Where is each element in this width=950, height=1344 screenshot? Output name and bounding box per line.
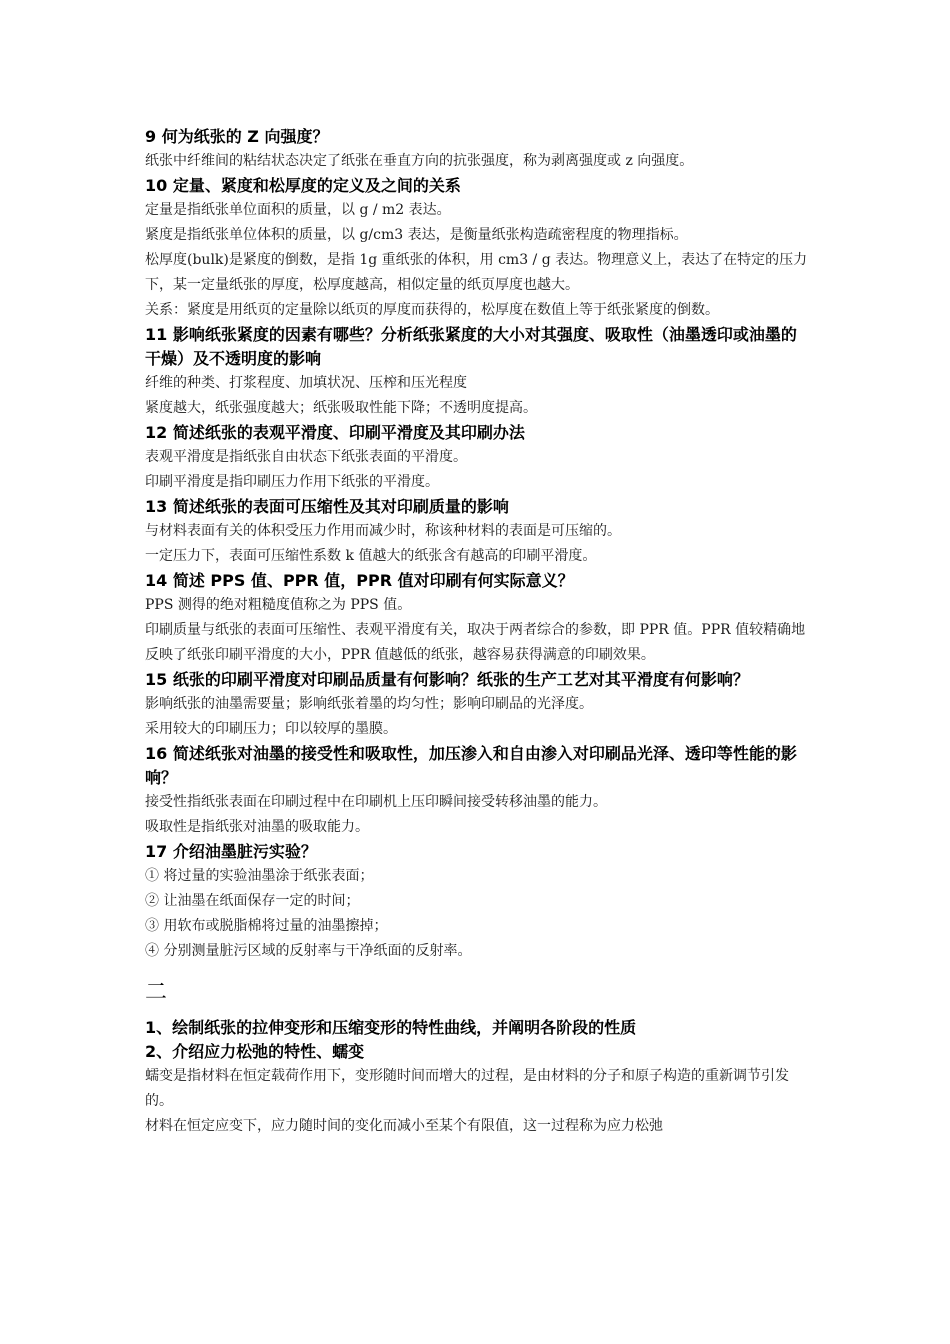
question-12-heading: 12 简述纸张的表观平滑度、印刷平滑度及其印刷办法 — [145, 423, 525, 442]
question-9-heading: 9 何为纸张的 Z 向强度？ — [145, 127, 329, 146]
question-13-answer-definition: 与材料表面有关的体积受压力作用而减少时，称该种材料的表面是可压缩的。 — [145, 523, 621, 539]
question-9-answer: 纸张中纤维间的粘结状态决定了纸张在垂直方向的抗张强度，称为剥离强度或 z 向强度。 — [145, 153, 694, 169]
question-14-heading: 14 简述 PPS 值、PPR 值，PPR 值对印刷有何实际意义？ — [145, 571, 574, 590]
question-15-answer-process: 采用较大的印刷压力；印以较厚的墨膜。 — [145, 721, 397, 737]
question-17-heading: 17 介绍油墨脏污实验？ — [145, 842, 317, 861]
question-17-step-2: ② 让油墨在纸面保存一定的时间； — [145, 893, 360, 909]
question-14-answer-pps: PPS 测得的绝对粗糙度值称之为 PPS 值。 — [145, 597, 412, 613]
question-10-answer-relation: 关系：紧度是用纸页的定量除以纸页的厚度而获得的，松厚度在数值上等于纸张紧度的倒数。 — [145, 302, 719, 318]
section-two-question-2-heading: 2、介绍应力松弛的特性、蠕变 — [145, 1042, 365, 1061]
question-16-answer-absorption: 吸取性是指纸张对油墨的吸取能力。 — [145, 819, 369, 835]
question-13-answer-effect: 一定压力下，表面可压缩性系数 k 值越大的纸张含有越高的印刷平滑度。 — [145, 548, 597, 564]
section-two-question-2-relaxation: 材料在恒定应变下，应力随时间的变化而减小至某个有限值，这一过程称为应力松弛 — [145, 1118, 663, 1134]
question-16-heading: 16 简述纸张对油墨的接受性和吸取性，加压渗入和自由渗入对印刷品光泽、透印等性能的影响？ — [145, 744, 797, 787]
question-11-answer-factors: 纤维的种类、打浆程度、加填状况、压榨和压光程度 — [145, 375, 467, 391]
question-17-step-4: ④ 分别测量脏污区域的反射率与干净纸面的反射率。 — [145, 943, 472, 959]
question-10-answer-density: 紧度是指纸张单位体积的质量，以 g/cm3 表达，是衡量纸张构造疏密程度的物理指标。 — [145, 227, 688, 243]
question-11-answer-effects: 紧度越大，纸张强度越大；纸张吸取性能下降；不透明度提高。 — [145, 400, 537, 416]
question-13-heading: 13 简述纸张的表面可压缩性及其对印刷质量的影响 — [145, 497, 509, 516]
section-two-question-2-creep: 蠕变是指材料在恒定载荷作用下，变形随时间而增大的过程，是由材料的分子和原子构造的重新调节引发的。 — [145, 1068, 789, 1109]
question-16-answer-acceptance: 接受性指纸张表面在印刷过程中在印刷机上压印瞬间接受转移油墨的能力。 — [145, 794, 607, 810]
question-17-step-1: ① 将过量的实验油墨涂于纸张表面； — [145, 868, 374, 884]
question-15-answer-effects: 影响纸张的油墨需要量；影响纸张着墨的均匀性；影响印刷品的光泽度。 — [145, 696, 593, 712]
question-12-answer-printing: 印刷平滑度是指印刷压力作用下纸张的平滑度。 — [145, 474, 439, 490]
question-15-heading: 15 纸张的印刷平滑度对印刷品质量有何影响？纸张的生产工艺对其平滑度有何影响？ — [145, 670, 749, 689]
document-page — [145, 125, 810, 1139]
question-10-heading: 10 定量、紧度和松厚度的定义及之间的关系 — [145, 176, 461, 195]
question-10-answer-bulk: 松厚度(bulk)是紧度的倒数，是指 1g 重纸张的体积，用 cm3 / g 表达。物理意义上，表达了在特定的压力下，某一定量纸张的厚度，松厚度越高，相似定量的纸页厚度也越大。 — [145, 252, 808, 293]
question-12-answer-apparent: 表观平滑度是指纸张自由状态下纸张表面的平滑度。 — [145, 449, 467, 465]
section-two-heading: 二 — [145, 980, 168, 1005]
question-17-step-3: ③ 用软布或脱脂棉将过量的油墨擦掉； — [145, 918, 388, 934]
question-10-answer-grammage: 定量是指纸张单位面积的质量，以 g / m2 表达。 — [145, 202, 451, 218]
question-11-heading: 11 影响纸张紧度的因素有哪些？分析纸张紧度的大小对其强度、吸取性（油墨透印或油墨的干燥）及不透明度的影响 — [145, 325, 797, 368]
question-14-answer-ppr: 印刷质量与纸张的表面可压缩性、表观平滑度有关，取决于两者综合的参数，即 PPR 值。PPR 值较精确地反映了纸张印刷平滑度的大小，PPR 值越低的纸张，越容易获得满意的印刷效果。 — [145, 622, 806, 663]
section-two-question-1-heading: 1、绘制纸张的拉伸变形和压缩变形的特性曲线，并阐明各阶段的性质 — [145, 1018, 637, 1037]
